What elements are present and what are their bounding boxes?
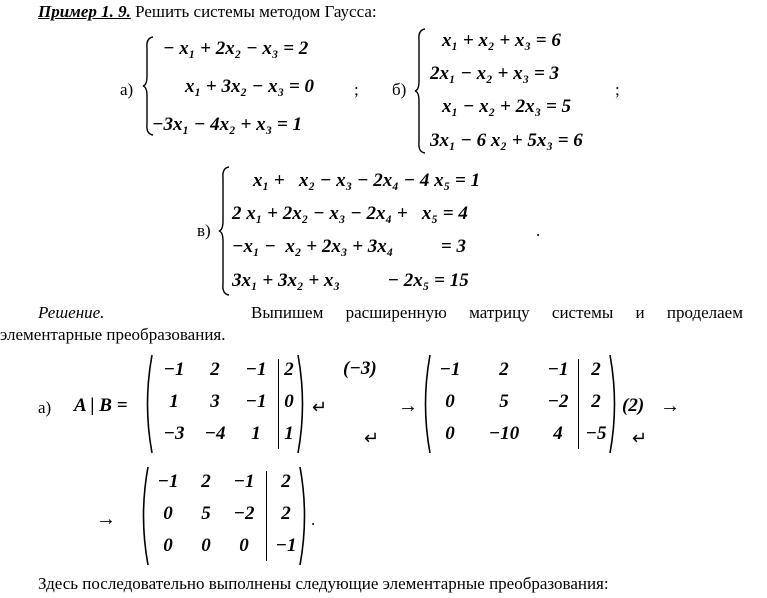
system-a-eq3: −3x₁ − 4x₂ + x₃ = 1: [152, 114, 303, 135]
solution-word: Решение.: [38, 303, 105, 322]
op-2: (2): [622, 395, 645, 416]
matrix-cell: 3: [210, 391, 220, 412]
matrix-cell: −1: [275, 535, 297, 556]
system-c-eq2: 2 x₁ + 2x₂ − x₃ − 2x₄ + x₅ = 4: [232, 203, 468, 224]
arrow-3: →: [96, 508, 116, 530]
matrix-1: [142, 353, 308, 455]
matrix-cell: 5: [499, 391, 509, 412]
matrix-cell: 2: [284, 359, 294, 380]
matrix-cell: −1: [439, 359, 461, 380]
solution-rest: Выпишем расширенную матрицу системы и проделаем: [251, 303, 743, 322]
matrix-cell: 0: [201, 535, 211, 556]
matrix-cell: 1: [169, 391, 179, 412]
system-b-eq2: 2x₁ − x₂ + x₃ = 3: [430, 63, 560, 84]
matrix-cell: −1: [157, 471, 179, 492]
footer-text: Здесь последовательно выполнены следующие элементарные преобразования:: [38, 574, 609, 593]
system-c-label: в): [197, 221, 211, 240]
system-a-eq2: x₁ + 3x₂ − x₃ = 0: [185, 76, 315, 97]
arrow-1: →: [398, 395, 418, 417]
ab-label: A | B =: [74, 395, 128, 416]
system-c-eq1: x₁ + x₂ − x₃ − 2x₄ − 4 x₅ = 1: [253, 170, 481, 191]
matrix-cell: 1: [284, 423, 294, 444]
matrix-cell: 1: [251, 423, 261, 444]
matrix-cell: −1: [547, 359, 569, 380]
matrix-cell: 2: [210, 359, 220, 380]
matrix-cell: −1: [233, 471, 255, 492]
matrix-cell: 0: [445, 391, 455, 412]
system-a-sep: ;: [354, 80, 359, 99]
matrix-cell: 0: [284, 391, 294, 412]
matrix-end: .: [311, 510, 316, 529]
matrix-cell: 0: [163, 535, 173, 556]
system-a-eq1: − x₁ + 2x₂ − x₃ = 2: [163, 38, 309, 59]
system-c-brace: [218, 166, 230, 296]
matrix-cell: 2: [591, 391, 601, 412]
system-a-label: а): [120, 80, 134, 99]
matrix-cell: −3: [163, 423, 185, 444]
task-text: Решить системы методом Гаусса:: [135, 2, 377, 21]
return-3: ↵: [632, 428, 648, 448]
system-b-brace: [414, 28, 426, 154]
return-1: ↵: [312, 397, 328, 417]
system-b-sep: ;: [615, 80, 620, 99]
matrix-cell: 2: [201, 471, 211, 492]
matrix-3: [138, 465, 310, 567]
matrix-cell: −1: [245, 391, 267, 412]
matrix-cell: 2: [281, 471, 291, 492]
matrix-cell: −2: [233, 503, 255, 524]
system-b-label: б): [392, 80, 407, 99]
matrix-cell: 2: [281, 503, 291, 524]
op-1: (−3): [343, 358, 377, 379]
matrix-cell: 2: [591, 359, 601, 380]
matrix-cell: 0: [445, 423, 455, 444]
system-b-eq4: 3x₁ − 6 x₂ + 5x₃ = 6: [430, 130, 583, 151]
matrix-cell: 4: [553, 423, 563, 444]
matrix-cell: −1: [163, 359, 185, 380]
matrix-2: [420, 353, 620, 455]
matrices-label-a: а): [38, 398, 52, 417]
return-2: ↵: [364, 428, 380, 448]
matrix-cell: 0: [239, 535, 249, 556]
solution-line1: [38, 303, 743, 323]
system-c-eq3: −x₁ − x₂ + 2x₃ + 3x₄ = 3: [232, 236, 467, 257]
system-c-eq4: 3x₁ + 3x₂ + x₃ − 2x₅ = 15: [232, 270, 469, 291]
matrix-cell: 0: [163, 503, 173, 524]
system-b-eq1: x₁ + x₂ + x₃ = 6: [442, 30, 561, 51]
matrix-cell: −5: [585, 423, 607, 444]
solution-line2: элементарные преобразования.: [0, 325, 226, 344]
system-c-sep: .: [536, 221, 541, 240]
matrix-cell: 5: [201, 503, 211, 524]
heading: [38, 2, 377, 22]
example-label: Пример 1. 9.: [38, 2, 131, 21]
matrix-cell: −1: [245, 359, 267, 380]
matrix-cell: 2: [499, 359, 509, 380]
arrow-2: →: [660, 395, 680, 417]
matrix-cell: −10: [488, 423, 520, 444]
system-b-eq3: x₁ − x₂ + 2x₃ = 5: [442, 96, 572, 117]
matrix-cell: −2: [547, 391, 569, 412]
matrix-cell: −4: [204, 423, 226, 444]
